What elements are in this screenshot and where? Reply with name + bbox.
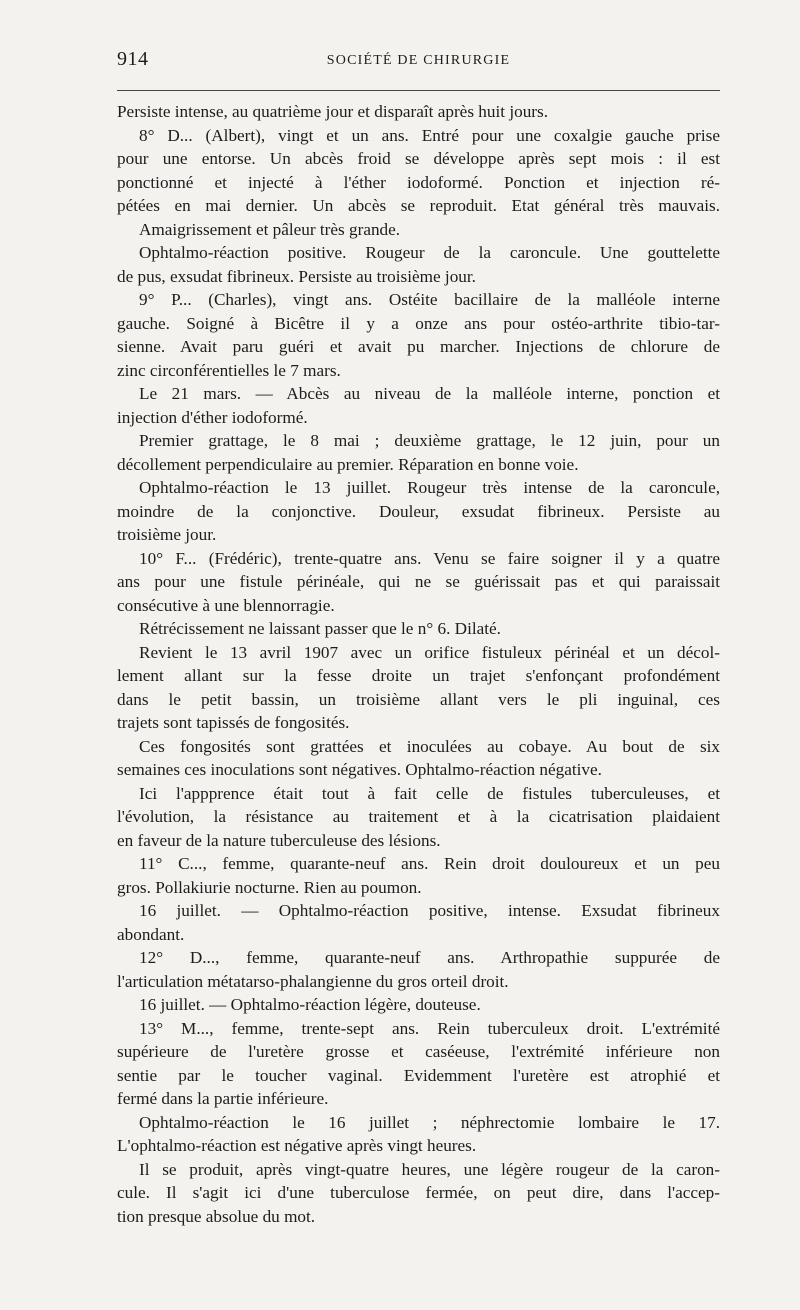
text-line: Amaigrissement et pâleur très grande. [139,219,401,239]
text-line: Ophtalmo-réaction le 13 juillet. Rougeur très intense de la caroncule, [139,478,720,497]
text-line: de pus, exsudat fibrineux. Persiste au troisième jour. [117,266,476,286]
text-line: Le 21 mars. — Abcès au niveau de la malléole interne, ponction et [139,384,720,403]
text-line: zinc circonférentielles le 7 mars. [117,360,341,380]
text-line: 12° D..., femme, quarante-neuf ans. Arthropathie suppurée de [139,948,720,967]
text-line: fermé dans la partie inférieure. [117,1089,329,1108]
text-line: pétées en mai dernier. Un abcès se reproduit. Etat général très mauvais. [117,196,720,215]
text-line: décollement perpendiculaire au premier. Réparation en bonne voie. [117,454,579,474]
text-line: 8° D... (Albert), vingt et un ans. Entré pour une coxalgie gauche prise [139,125,720,145]
text-line: gauche. Soigné à Bicêtre il y a onze ans pour ostéo-arthrite tibio-tar- [117,313,720,333]
text-line: Revient le 13 avril 1907 avec un orifice fistuleux périnéal et un décol- [139,642,720,662]
text-line: Persiste intense, au quatrième jour et disparaît après huit jours. [117,102,549,121]
text-line: gros. Pollakiurie nocturne. Rien au poumon. [117,877,422,897]
text-line: Rétrécissement ne laissant passer que le n° 6. Dilaté. [139,619,501,638]
text-line: cule. Il s'agit ici d'une tuberculose fermée, on peut dire, dans l'accep- [117,1183,720,1202]
text-line: sentie par le toucher vaginal. Evidemment l'uretère est atrophié et [117,1065,720,1085]
page-header [117,48,720,74]
text-line: 11° C..., femme, quarante-neuf ans. Rein droit douloureux et un peu [139,854,720,873]
text-line: sienne. Avait paru guéri et avait pu marcher. Injections de chlorure de [117,337,720,356]
text-line: ponctionné et injecté à l'éther iodoformé. Ponction et injection ré- [117,172,720,192]
text-line: 9° P... (Charles), vingt ans. Ostéite bacillaire de la malléole interne [139,290,720,309]
header-rule [117,90,720,91]
text-line: semaines ces inoculations sont négatives. Ophtalmo-réaction négative. [117,760,602,779]
text-line: l'évolution, la résistance au traitement et à la cicatrisation plaidaient [117,807,720,826]
body-text [117,100,720,1228]
text-line: Il se produit, après vingt-quatre heures, une légère rougeur de la caron- [139,1159,720,1179]
text-line: 10° F... (Frédéric), trente-quatre ans. Venu se faire soigner il y a quatre [139,548,720,568]
text-line: Ces fongosités sont grattées et inoculées au cobaye. Au bout de six [139,736,720,756]
text-line: Ophtalmo-réaction le 16 juillet ; néphrectomie lombaire le 17. [139,1112,720,1132]
text-line: 13° M..., femme, trente-sept ans. Rein tuberculeux droit. L'extrémité [139,1018,720,1038]
running-title: SOCIÉTÉ DE CHIRURGIE [326,53,511,68]
text-line: dans le petit bassin, un troisième allant vers le pli inguinal, ces [117,689,720,709]
text-line: injection d'éther iodoformé. [117,407,308,427]
text-line: tion presque absolue du mot. [117,1206,316,1226]
text-line: troisième jour. [117,525,217,544]
text-line: 16 juillet. — Ophtalmo-réaction légère, douteuse. [139,995,481,1014]
text-line: 16 juillet. — Ophtalmo-réaction positive, intense. Exsudat fibrineux [139,901,720,920]
page-number: 914 [117,48,149,70]
text-line: en faveur de la nature tuberculeuse des lésions. [117,830,441,850]
text-line: moindre de la conjonctive. Douleur, exsudat fibrineux. Persiste au [117,501,720,521]
text-line: lement allant sur la fesse droite un trajet s'enfonçant profondément [117,666,720,685]
text-line: abondant. [117,924,185,944]
text-line: Ophtalmo-réaction positive. Rougeur de la caroncule. Une gouttelette [139,243,720,262]
text-line: supérieure de l'uretère grosse et caséeuse, l'extrémité inférieure non [117,1042,720,1061]
text-line: consécutive à une blennorragie. [117,595,335,615]
text-line: pour une entorse. Un abcès froid se développe après sept mois : il est [117,149,720,168]
text-line: l'articulation métatarso-phalangienne du gros orteil droit. [117,971,509,991]
text-line: trajets sont tapissés de fongosités. [117,713,350,732]
text-line: L'ophtalmo-réaction est négative après vingt heures. [117,1136,477,1155]
text-line: ans pour une fistule périnéale, qui ne se guérissait pas et qui paraissait [117,572,720,591]
text-line: Ici l'appprence était tout à fait celle de fistules tuberculeuses, et [139,783,720,803]
text-line: Premier grattage, le 8 mai ; deuxième grattage, le 12 juin, pour un [139,431,720,450]
